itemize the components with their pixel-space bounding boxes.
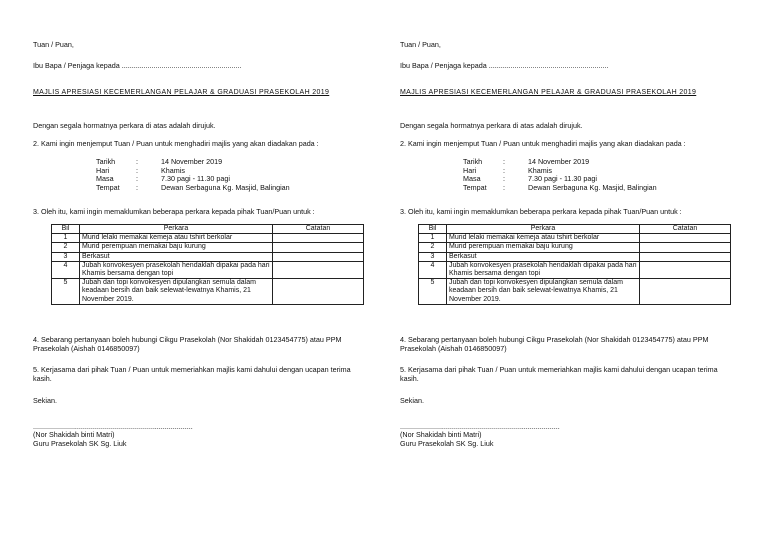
request-text: 3. Oleh itu, kami ingin memaklumkan beberapa perkara kepada pihak Tuan/Puan untuk : — [400, 207, 682, 216]
row-note — [273, 261, 364, 278]
invitation-text: 2. Kami ingin menjemput Tuan / Puan untuk menghadiri majlis yang akan diadakan pada : — [400, 139, 686, 148]
row-item: Murid lelaki memakai kemeja atau tshirt berkolar — [447, 234, 640, 243]
row-item: Murid lelaki memakai kemeja atau tshirt berkolar — [80, 234, 273, 243]
row-item: Jubah konvokesyen prasekolah hendaklah dipakai pada hari Khamis bersama dengan topi — [80, 261, 273, 278]
row-note — [273, 234, 364, 243]
table-row — [419, 252, 731, 261]
signature-line: ................................................................................ — [33, 422, 193, 431]
signature-line: ................................................................................ — [400, 422, 560, 431]
row-note — [640, 261, 731, 278]
row-note — [273, 243, 364, 252]
closing-text: Sekian. — [400, 396, 424, 405]
header-catatan: Catatan — [273, 225, 364, 234]
detail-value: 14 November 2019 — [161, 157, 223, 166]
row-item: Berkasut — [447, 252, 640, 261]
signatory-position: Guru Prasekolah SK Sg. Liuk — [400, 439, 494, 448]
signatory-position: Guru Prasekolah SK Sg. Liuk — [33, 439, 127, 448]
salutation: Tuan / Puan, — [33, 40, 74, 49]
request-text: 3. Oleh itu, kami ingin memaklumkan beberapa perkara kepada pihak Tuan/Puan untuk : — [33, 207, 315, 216]
header-bil: Bil — [52, 225, 80, 234]
row-number: 5 — [52, 279, 80, 305]
intro-text: Dengan segala hormatnya perkara di atas adalah dirujuk. — [33, 121, 216, 130]
signatory-name: (Nor Shakidah binti Matri) — [400, 430, 482, 439]
table-header-row — [419, 225, 731, 234]
row-item: Jubah dan topi konvokesyen dipulangkan semula dalam keadaan bersih dan baik selewat-lewatnya Khamis, 21 November 2019. — [80, 279, 273, 305]
notice-left — [33, 40, 373, 460]
recipient-line: Ibu Bapa / Penjaga kepada ............................................................ — [400, 61, 609, 70]
detail-colon: : — [136, 165, 138, 175]
table-row — [419, 234, 731, 243]
detail-colon: : — [503, 157, 505, 166]
detail-label: Tempat — [96, 182, 120, 192]
table-row — [52, 252, 364, 261]
table-row — [419, 279, 731, 305]
signatory-name: (Nor Shakidah binti Matri) — [33, 430, 115, 439]
header-catatan: Catatan — [640, 225, 731, 234]
detail-label: Tempat — [463, 182, 487, 192]
row-note — [273, 279, 364, 305]
row-number: 5 — [419, 279, 447, 305]
notice-right — [400, 40, 740, 460]
detail-label: Hari — [463, 165, 477, 175]
detail-label: Tarikh — [463, 157, 483, 166]
invitation-text: 2. Kami ingin menjemput Tuan / Puan untuk menghadiri majlis yang akan diadakan pada : — [33, 139, 319, 148]
salutation: Tuan / Puan, — [400, 40, 441, 49]
row-number: 1 — [419, 234, 447, 243]
detail-value: 14 November 2019 — [528, 157, 590, 166]
intro-text: Dengan segala hormatnya perkara di atas adalah dirujuk. — [400, 121, 583, 130]
row-item: Jubah konvokesyen prasekolah hendaklah dipakai pada hari Khamis bersama dengan topi — [447, 261, 640, 278]
detail-label: Masa — [96, 174, 114, 184]
row-item: Murid perempuan memakai baju kurung — [80, 243, 273, 252]
closing-text: Sekian. — [33, 396, 57, 405]
table-row — [52, 234, 364, 243]
row-number: 2 — [419, 243, 447, 252]
row-number: 4 — [419, 261, 447, 278]
items-table — [51, 224, 364, 305]
table-row — [52, 243, 364, 252]
detail-value: Khamis — [161, 165, 185, 175]
detail-colon: : — [136, 174, 138, 184]
row-number: 2 — [52, 243, 80, 252]
table-header-row — [52, 225, 364, 234]
row-note — [640, 279, 731, 305]
row-note — [640, 234, 731, 243]
header-bil: Bil — [419, 225, 447, 234]
table-row — [52, 261, 364, 278]
row-item: Murid perempuan memakai baju kurung — [447, 243, 640, 252]
detail-colon: : — [503, 165, 505, 175]
row-number: 4 — [52, 261, 80, 278]
detail-colon: : — [136, 157, 138, 166]
notice-title: MAJLIS APRESIASI KECEMERLANGAN PELAJAR & GRADUASI PRASEKOLAH 2019 — [33, 89, 330, 96]
detail-label: Tarikh — [96, 157, 116, 166]
detail-colon: : — [503, 174, 505, 184]
recipient-line: Ibu Bapa / Penjaga kepada ............................................................ — [33, 61, 242, 70]
table-row — [419, 261, 731, 278]
row-number: 3 — [52, 252, 80, 261]
row-item: Jubah dan topi konvokesyen dipulangkan semula dalam keadaan bersih dan baik selewat-lewatnya Khamis, 21 November 2019. — [447, 279, 640, 305]
row-note — [640, 252, 731, 261]
row-note — [640, 243, 731, 252]
row-item: Berkasut — [80, 252, 273, 261]
detail-value: 7.30 pagi - 11.30 pagi — [528, 174, 597, 184]
detail-label: Hari — [96, 165, 110, 175]
thanks-text: 5. Kerjasama dari pihak Tuan / Puan untuk memeriahkan majlis kami dahului dengan ucapan terima kasih. — [33, 365, 351, 383]
detail-value: 7.30 pagi - 11.30 pagi — [161, 174, 230, 184]
header-perkara: Perkara — [447, 225, 640, 234]
detail-label: Masa — [463, 174, 481, 184]
table-row — [419, 243, 731, 252]
row-note — [273, 252, 364, 261]
detail-value: Dewan Serbaguna Kg. Masjid, Balingian — [161, 182, 290, 192]
inquiry-text: 4. Sebarang pertanyaan boleh hubungi Cikgu Prasekolah (Nor Shakidah 0123454775) atau PPM Prasekolah (Aishah 0146850097) — [400, 335, 709, 353]
thanks-text: 5. Kerjasama dari pihak Tuan / Puan untuk memeriahkan majlis kami dahului dengan ucapan terima kasih. — [400, 365, 718, 383]
detail-value: Khamis — [528, 165, 552, 175]
inquiry-text: 4. Sebarang pertanyaan boleh hubungi Cikgu Prasekolah (Nor Shakidah 0123454775) atau PPM Prasekolah (Aishah 0146850097) — [33, 335, 342, 353]
detail-colon: : — [503, 182, 505, 192]
row-number: 3 — [419, 252, 447, 261]
notice-title: MAJLIS APRESIASI KECEMERLANGAN PELAJAR & GRADUASI PRASEKOLAH 2019 — [400, 89, 697, 96]
items-table — [418, 224, 731, 305]
detail-value: Dewan Serbaguna Kg. Masjid, Balingian — [528, 182, 657, 192]
table-row — [52, 279, 364, 305]
detail-colon: : — [136, 182, 138, 192]
row-number: 1 — [52, 234, 80, 243]
header-perkara: Perkara — [80, 225, 273, 234]
